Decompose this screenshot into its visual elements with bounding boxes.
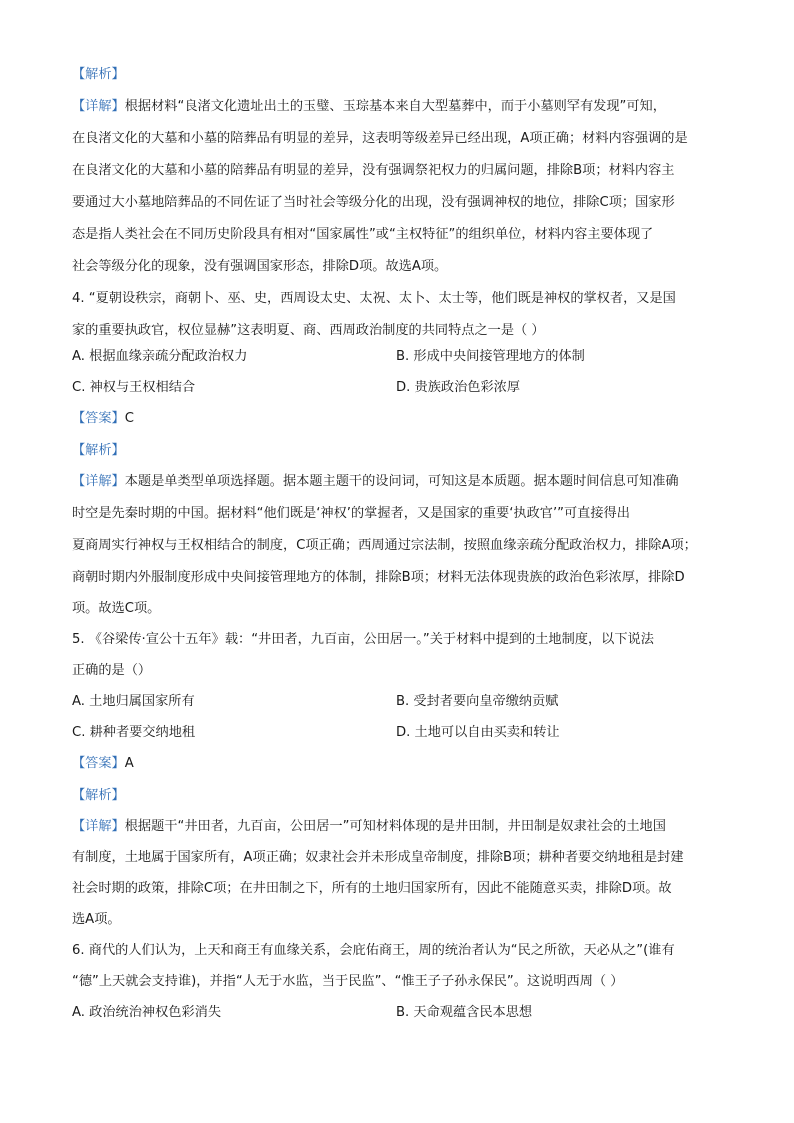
question-stem-line: 6. 商代的人们认为，上天和商王有血缘关系，会庇佑商王，周的统治者认为“民之所欲，天必从之”(谁有: [72, 943, 675, 958]
detail-paragraph-line: 时空是先秦时期的中国。据材料“他们既是‘神权’的掌握者，又是国家的重要‘执政官’”可直接得出: [72, 506, 630, 521]
detail-tag: 【详解】: [72, 819, 125, 834]
option-a: A. 土地归属国家所有: [72, 694, 195, 709]
analysis-heading: 【解析】: [72, 67, 125, 82]
question-stem-line: 正确的是（）: [72, 663, 152, 678]
analysis-heading: 【解析】: [72, 443, 125, 458]
question-stem-line: 家的重要执政官，权位显赫”这表明夏、商、西周政治制度的共同特点之一是（ ）: [72, 323, 545, 338]
detail-paragraph-line: 选A项。: [72, 912, 121, 927]
detail-paragraph-line: [72, 472, 679, 492]
option-a: A. 根据血缘亲疏分配政治权力: [72, 349, 248, 364]
detail-paragraph-line: 有制度，土地属于国家所有，A项正确；奴隶社会并未形成皇帝制度，排除B项；耕种者要交纳地租是封建: [72, 850, 684, 865]
answer-value: A: [124, 756, 134, 771]
answer-line: [72, 754, 134, 774]
option-c: C. 神权与王权相结合: [72, 380, 196, 395]
detail-text: 根据题干“井田者，九百亩，公田居一”可知材料体现的是井田制，井田制是奴隶社会的土地国: [124, 819, 666, 834]
option-c: C. 耕种者要交纳地租: [72, 725, 196, 740]
detail-text: 根据材料“良渚文化遗址出土的玉璧、玉琮基本来自大型墓葬中，而于小墓则罕有发现”可知，: [124, 99, 666, 114]
option-b: B. 形成中央间接管理地方的体制: [396, 349, 585, 364]
detail-paragraph-line: 夏商周实行神权与王权相结合的制度，C项正确；西周通过宗法制，按照血缘亲疏分配政治权力，排除A项；: [72, 538, 697, 553]
detail-paragraph-line: 在良渚文化的大墓和小墓的陪葬品有明显的差异，没有强调祭祀权力的归属问题，排除B项；材料内容主: [72, 163, 675, 178]
detail-text: 本题是单类型单项选择题。据本题主题干的设问词，可知这是本质题。据本题时间信息可知准确: [124, 474, 679, 489]
detail-paragraph-line: 态是指人类社会在不同历史阶段具有相对“国家属性”或“主权特征”的组织单位，材料内容主要体现了: [72, 227, 654, 242]
option-d: D. 贵族政治色彩浓厚: [396, 380, 521, 395]
answer-line: [72, 409, 134, 429]
option-b: B. 受封者要向皇帝缴纳贡赋: [396, 694, 559, 709]
option-a: A. 政治统治神权色彩消失: [72, 1005, 222, 1020]
detail-paragraph-line: [72, 97, 666, 117]
detail-paragraph-line: 项。故选C项。: [72, 601, 161, 616]
answer-tag: 【答案】: [72, 756, 125, 771]
detail-paragraph-line: 社会等级分化的现象，没有强调国家形态，排除D项。故选A项。: [72, 259, 448, 274]
question-stem-line: “德”上天就会支持谁)，并指“人无于水监，当于民监”、“惟王子子孙永保民”。这说明西周（ ）: [72, 974, 624, 989]
detail-paragraph-line: 社会时期的政策，排除C项；在井田制之下，所有的土地归国家所有，因此不能随意买卖，排除D项。故: [72, 881, 672, 896]
detail-tag: 【详解】: [72, 474, 125, 489]
question-stem-line: 4. “夏朝设秩宗，商朝卜、巫、史，西周设太史、太祝、太卜、太士等，他们既是神权的掌权者，又是国: [72, 291, 676, 306]
detail-paragraph-line: [72, 817, 666, 837]
answer-value: C: [124, 411, 134, 426]
detail-tag: 【详解】: [72, 99, 125, 114]
option-b: B. 天命观蕴含民本思想: [396, 1005, 533, 1020]
detail-paragraph-line: 要通过大小墓地陪葬品的不同佐证了当时社会等级分化的出现，没有强调神权的地位，排除C项；国家形: [72, 195, 675, 210]
option-d: D. 土地可以自由买卖和转让: [396, 725, 560, 740]
answer-tag: 【答案】: [72, 411, 125, 426]
question-stem-line: 5. 《谷梁传·宣公十五年》载：“井田者，九百亩，公田居一。”关于材料中提到的土地制度，以下说法: [72, 632, 654, 647]
detail-paragraph-line: 商朝时期内外服制度形成中央间接管理地方的体制，排除B项；材料无法体现贵族的政治色彩浓厚，排除D: [72, 570, 685, 585]
analysis-heading: 【解析】: [72, 788, 125, 803]
detail-paragraph-line: 在良渚文化的大墓和小墓的陪葬品有明显的差异，这表明等级差异已经出现，A项正确；材料内容强调的是: [72, 131, 688, 146]
